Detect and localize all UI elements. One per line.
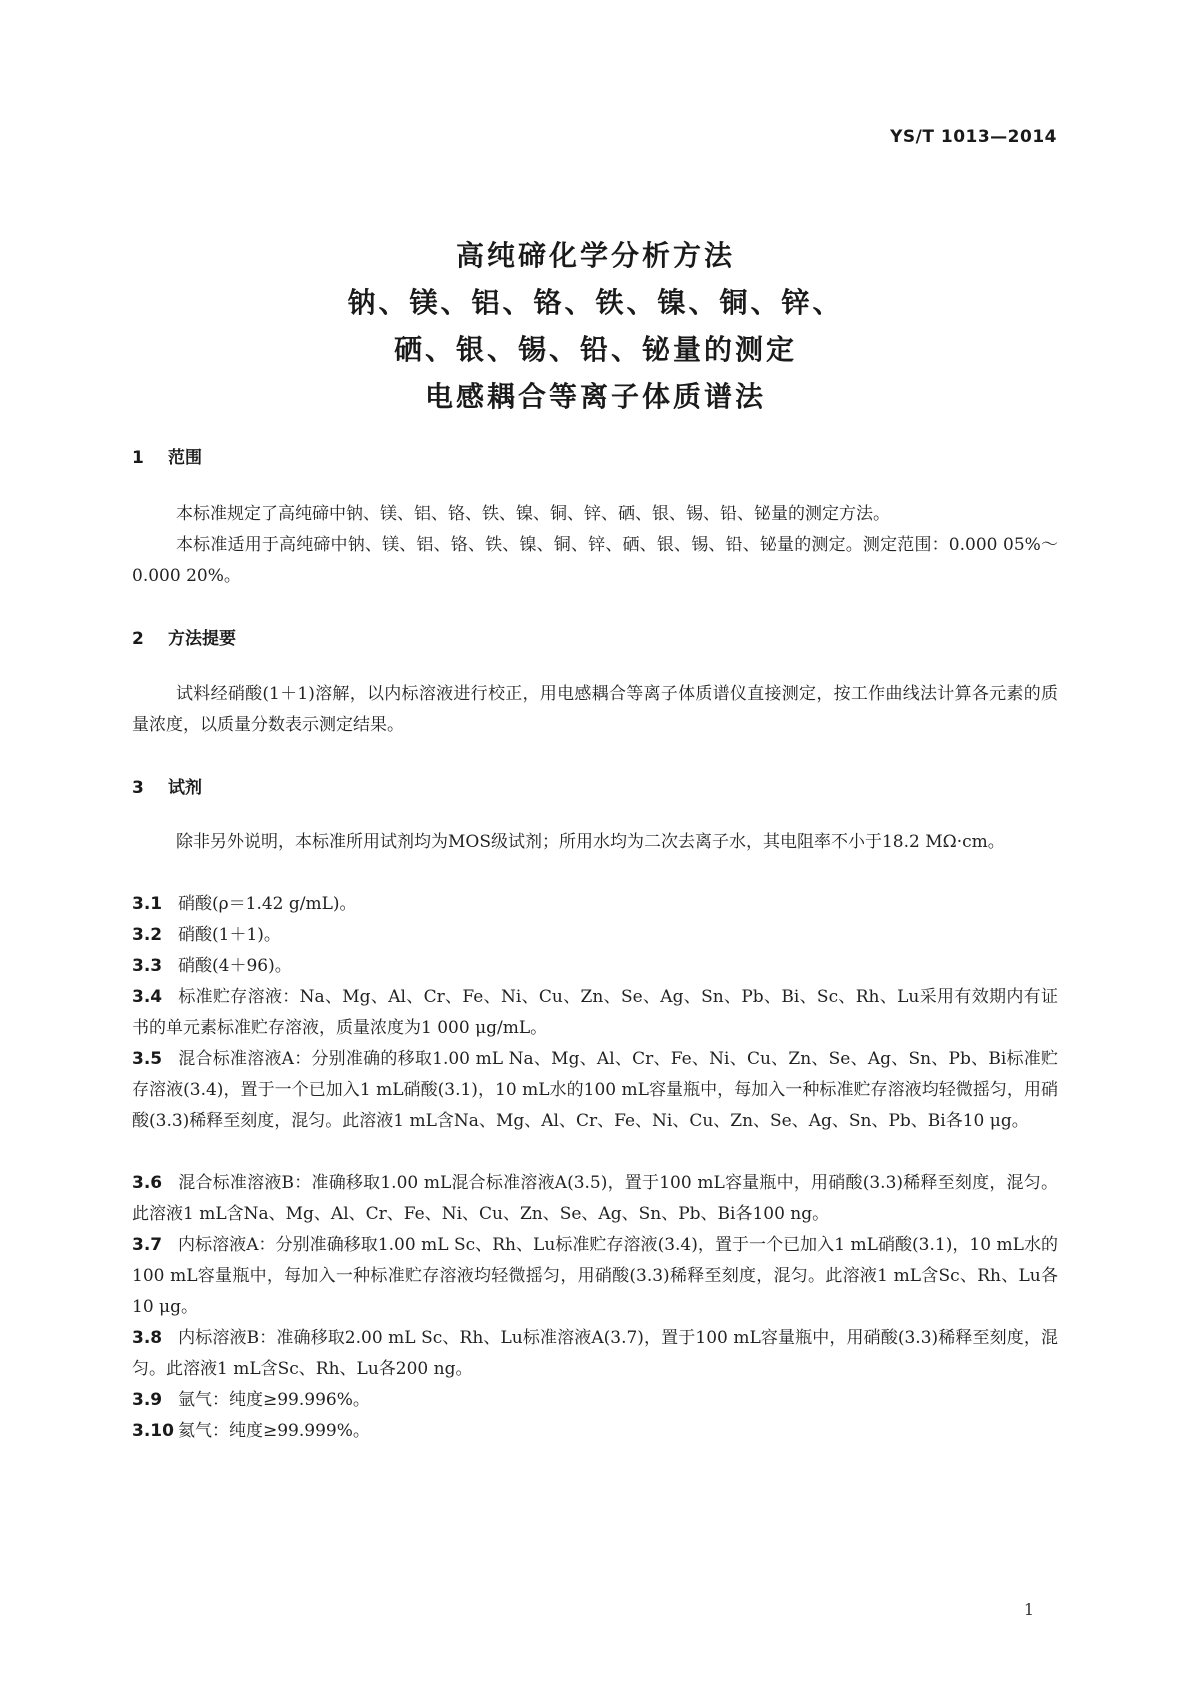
- standard-number: YS/T 1013—2014: [890, 127, 1057, 147]
- item-text: 硝酸(ρ＝1.42 g/mL)。: [178, 894, 357, 914]
- page-number: 1: [1023, 1600, 1034, 1619]
- section-title: 方法提要: [168, 629, 236, 649]
- reagent-item: [132, 889, 1058, 920]
- reagent-item: [132, 982, 1058, 1044]
- section-heading-method-summary: [132, 624, 236, 649]
- item-number: 3.2: [132, 925, 163, 945]
- item-number: 3.5: [132, 1049, 163, 1069]
- paragraph: 除非另外说明，本标准所用试剂均为MOS级试剂；所用水均为二次去离子水，其电阻率不小于18.2 MΩ·cm。: [176, 832, 1005, 852]
- item-text: 硝酸(4＋96)。: [178, 956, 292, 976]
- item-number: 3.6: [132, 1173, 163, 1193]
- item-text: 内标溶液B：准确移取2.00 mL Sc、Rh、Lu标准溶液A(3.7)，置于100 mL容量瓶中，用硝酸(3.3)稀释至刻度，混匀。此溶液1 mL含Sc、Rh、Lu各200 ng。: [132, 1328, 1058, 1379]
- reagent-item: [132, 1168, 1058, 1230]
- title-line: 硒、银、锡、铅、铋量的测定: [393, 333, 797, 366]
- reagent-item: [132, 1385, 1058, 1416]
- section-title: 试剂: [168, 778, 202, 798]
- item-number: 3.7: [132, 1235, 163, 1255]
- paragraph: 本标准适用于高纯碲中钠、镁、铝、铬、铁、镍、铜、锌、硒、银、锡、铅、铋量的测定。测定范围：0.000 05%～0.000 20%。: [132, 535, 1058, 586]
- item-number: 3.9: [132, 1390, 163, 1410]
- paragraph: 试料经硝酸(1＋1)溶解，以内标溶液进行校正，用电感耦合等离子体质谱仪直接测定，按工作曲线法计算各元素的质量浓度，以质量分数表示测定结果。: [132, 684, 1058, 735]
- item-text: 内标溶液A：分别准确移取1.00 mL Sc、Rh、Lu标准贮存溶液(3.4)，置于一个已加入1 mL硝酸(3.1)，10 mL水的100 mL容量瓶中，每加入一种标准贮存溶液均轻微摇匀，用硝酸(3.3)稀释至刻度，混匀。此溶液1 mL含Sc、Rh、Lu各10 μg。: [132, 1235, 1058, 1317]
- item-number: 3.3: [132, 956, 163, 976]
- title-line: 电感耦合等离子体质谱法: [424, 380, 766, 413]
- reagent-item: [132, 920, 1058, 951]
- reagent-item: [132, 1230, 1058, 1323]
- section-number: 3: [132, 778, 144, 798]
- section-heading-scope: [132, 443, 202, 468]
- title-line: 钠、镁、铝、铬、铁、镍、铜、锌、: [347, 286, 844, 319]
- item-number: 3.1: [132, 894, 163, 914]
- document-title: [0, 232, 1191, 420]
- section-number: 2: [132, 629, 144, 649]
- item-text: 标准贮存溶液：Na、Mg、Al、Cr、Fe、Ni、Cu、Zn、Se、Ag、Sn、Pb、Bi、Sc、Rh、Lu采用有效期内有证书的单元素标准贮存溶液，质量浓度为1 000 μg/mL。: [132, 987, 1058, 1038]
- section-number: 1: [132, 448, 144, 468]
- item-text: 混合标准溶液A：分别准确的移取1.00 mL Na、Mg、Al、Cr、Fe、Ni、Cu、Zn、Se、Ag、Sn、Pb、Bi标准贮存溶液(3.4)，置于一个已加入1 mL硝酸(3.1)，10 mL水的100 mL容量瓶中，每加入一种标准贮存溶液均轻微摇匀，用硝酸(3.3)稀释至刻度，混匀。此溶液1 mL含Na、Mg、Al、Cr、Fe、Ni、Cu、Zn、Se、Ag、Sn、Pb、Bi各10 μg。: [132, 1049, 1058, 1131]
- item-number: 3.10: [132, 1421, 174, 1441]
- item-text: 硝酸(1＋1)。: [178, 925, 281, 945]
- item-number: 3.8: [132, 1328, 163, 1348]
- reagent-item: [132, 951, 1058, 982]
- item-text: 混合标准溶液B：准确移取1.00 mL混合标准溶液A(3.5)，置于100 mL容量瓶中，用硝酸(3.3)稀释至刻度，混匀。此溶液1 mL含Na、Mg、Al、Cr、Fe、Ni、Cu、Zn、Se、Ag、Sn、Pb、Bi各100 ng。: [132, 1173, 1058, 1224]
- section-title: 范围: [168, 448, 202, 468]
- reagent-item: [132, 1416, 1058, 1447]
- item-text: 氩气：纯度≥99.996%。: [178, 1390, 370, 1410]
- title-line: 高纯碲化学分析方法: [455, 239, 735, 272]
- reagent-item: [132, 1044, 1058, 1137]
- paragraph: 本标准规定了高纯碲中钠、镁、铝、铬、铁、镍、铜、锌、硒、银、锡、铅、铋量的测定方法。: [176, 504, 890, 524]
- item-text: 氦气：纯度≥99.999%。: [178, 1421, 370, 1441]
- reagent-item: [132, 1323, 1058, 1385]
- section-heading-reagents: [132, 773, 202, 798]
- item-number: 3.4: [132, 987, 163, 1007]
